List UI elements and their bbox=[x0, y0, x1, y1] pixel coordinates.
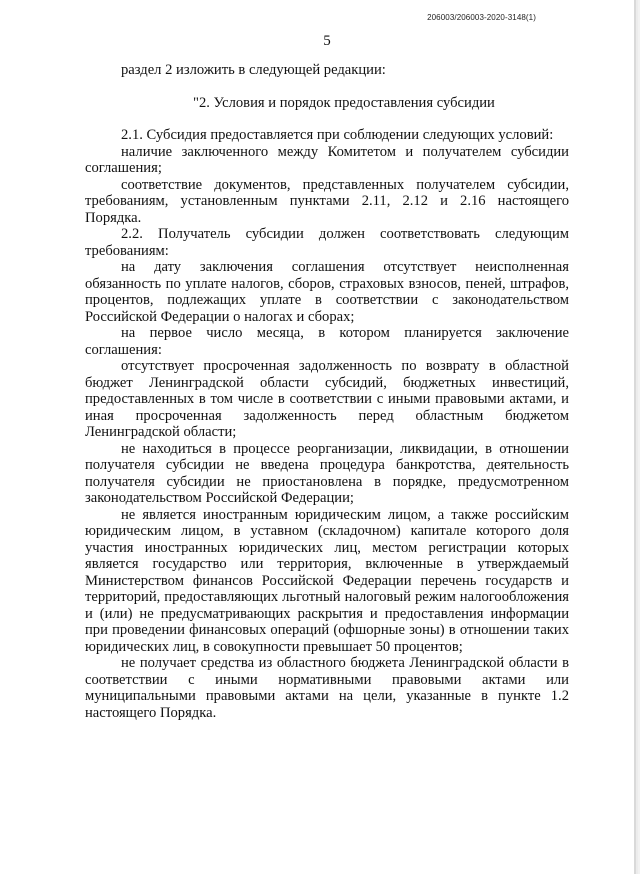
document-id: 206003/206003-2020-3148(1) bbox=[427, 13, 536, 22]
paragraph-foreign-entity: не является иностранным юридическим лицом, а также российским юридическим лицом, в уставном (складочном) капитале которого доля участия иностранных юридических лиц, местом регистрации которых является государство или территория, включенные в утверждаемый Министерством финансов Российской Федерации перечень государств и территорий, предоставляющих льготный налоговый режим налогообложения и (или) не предусматривающих раскрытия и предоставления информации при проведении финансовых операций (офшорные зоны) в отношении таких юридических лиц, в совокупности превышает 50 процентов; bbox=[85, 506, 569, 655]
paragraph-reorganization: не находиться в процессе реорганизации, ликвидации, в отношении получателя субсидии не введена процедура банкротства, деятельность получателя субсидии не приостановлена в порядке, предусмотренном законодательством Российской Федерации; bbox=[85, 440, 569, 506]
paragraph-overdue-debt: отсутствует просроченная задолженность по возврату в областной бюджет Ленинградской области субсидий, бюджетных инвестиций, предоставленных в том числе в соответствии с иными правовыми актами, и иная просроченная задолженность перед областным бюджетом Ленинградской области; bbox=[85, 358, 569, 440]
paragraph-2-1: 2.1. Субсидия предоставляется при соблюдении следующих условий: bbox=[121, 127, 554, 143]
paragraph-first-day: на первое число месяца, в котором планируется заключение соглашения: bbox=[85, 325, 569, 358]
paragraph-2-2: 2.2. Получатель субсидии должен соответствовать следующим требованиям: bbox=[85, 226, 569, 259]
section-title: "2. Условия и порядок предоставления субсидии bbox=[193, 94, 495, 111]
document-body bbox=[85, 62, 569, 721]
paragraph-agreement: наличие заключенного между Комитетом и получателем субсидии соглашения; bbox=[85, 143, 569, 176]
paragraph-other-funds: не получает средства из областного бюджета Ленинградской области в соответствии с иными нормативными правовыми актами или муниципальными правовыми актами на цели, указанные в пункте 1.2 настоящего Порядка. bbox=[85, 655, 569, 721]
paragraph-tax-obligations: на дату заключения соглашения отсутствует неисполненная обязанность по уплате налогов, сборов, страховых взносов, пеней, штрафов, процентов, подлежащих уплате в соответствии с законодательством Российской Федерации о налогах и сборах; bbox=[85, 259, 569, 325]
page-number: 5 bbox=[323, 33, 331, 49]
paragraph-documents: соответствие документов, представленных получателем субсидии, требованиям, установленным пунктами 2.11, 2.12 и 2.16 настоящего Порядка. bbox=[85, 176, 569, 226]
intro-line: раздел 2 изложить в следующей редакции: bbox=[121, 62, 386, 78]
